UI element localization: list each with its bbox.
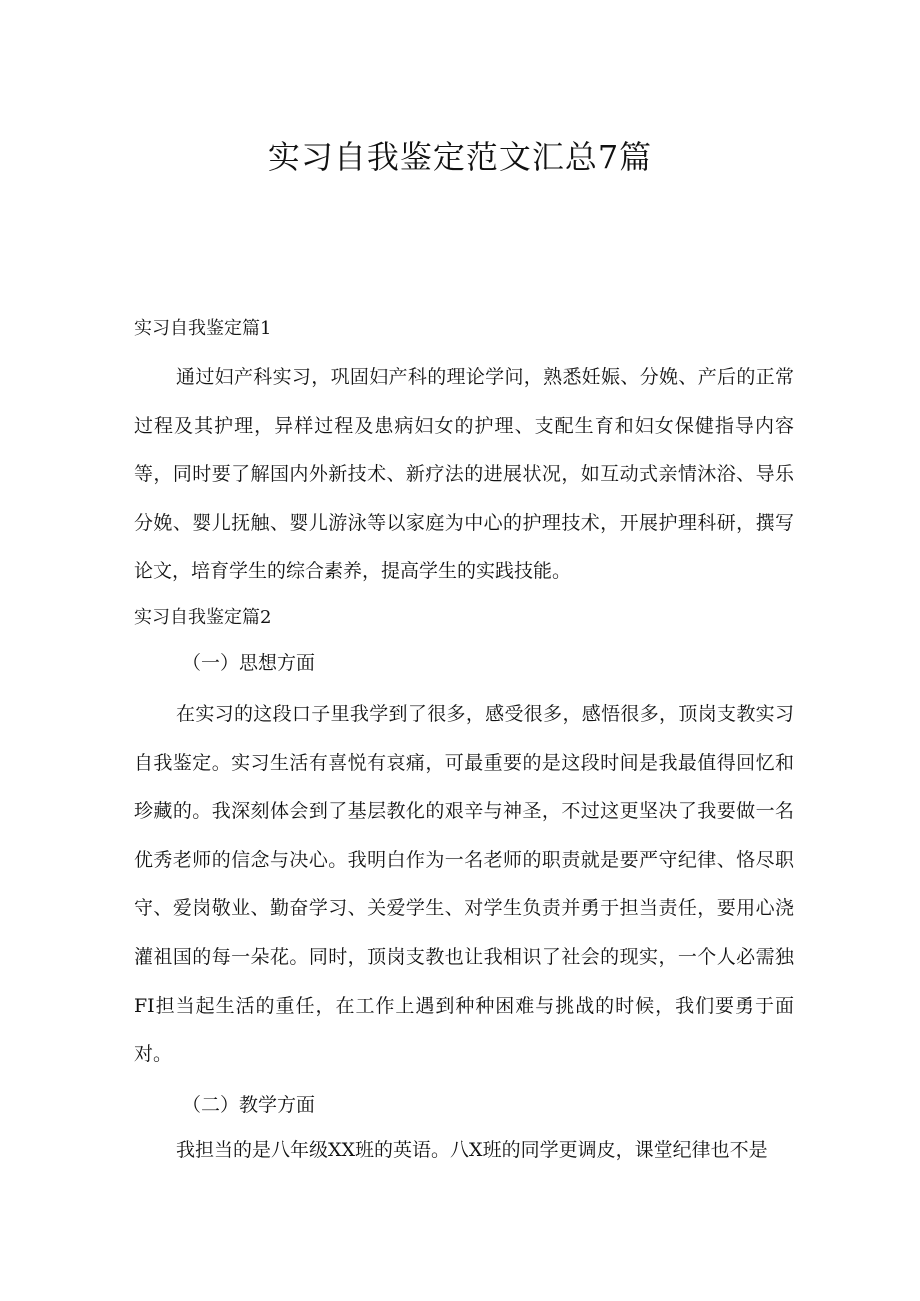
section-heading-1: 实习自我鉴定篇1 bbox=[134, 318, 272, 339]
section2-paragraph-1: 在实习的这段口子里我学到了很多，感受很多，感悟很多，顶岗支教实习自我鉴定。实习生活有喜悦有哀痛，可最重要的是这段时间是我最值得回忆和珍藏的。我深刻体会到了基层教化的艰辛与神圣，不过这更坚决了我要做一名优秀老师的信念与决心。我明白作为一名老师的职责就是要严守纪律、恪尽职守、爱岗敬业、勤奋学习、关爱学生、对学生负责并勇于担当责任，要用心浇灌祖国的每一朵花。同时，顶岗支教也让我相识了社会的现实，一个人必需独FI担当起生活的重任，在工作上遇到种种困难与挑战的时候，我们要勇于面对。 bbox=[134, 703, 794, 1066]
subheading-teaching: （二）教学方面 bbox=[182, 1094, 316, 1116]
section-heading-2: 实习自我鉴定篇2 bbox=[134, 607, 272, 628]
subheading-thought: （一）思想方面 bbox=[182, 652, 316, 674]
section2-paragraph-2: 我担当的是八年级XX班的英语。八X班的同学更调皮，课堂纪律也不是 bbox=[176, 1139, 768, 1161]
section1-paragraph: 通过妇产科实习，巩固妇产科的理论学问，熟悉妊娠、分娩、产后的正常过程及其护理，异样过程及患病妇女的护理、支配生育和妇女保健指导内容等，同时要了解国内外新技术、新疗法的进展状况，如互动式亲情沐浴、导乐分娩、婴儿抚触、婴儿游泳等以家庭为中心的护理技术，开展护理科研，撰写论文，培育学生的综合素养，提高学生的实践技能。 bbox=[134, 366, 794, 583]
document-title: 实习自我鉴定范文汇总7篇 bbox=[267, 138, 653, 176]
